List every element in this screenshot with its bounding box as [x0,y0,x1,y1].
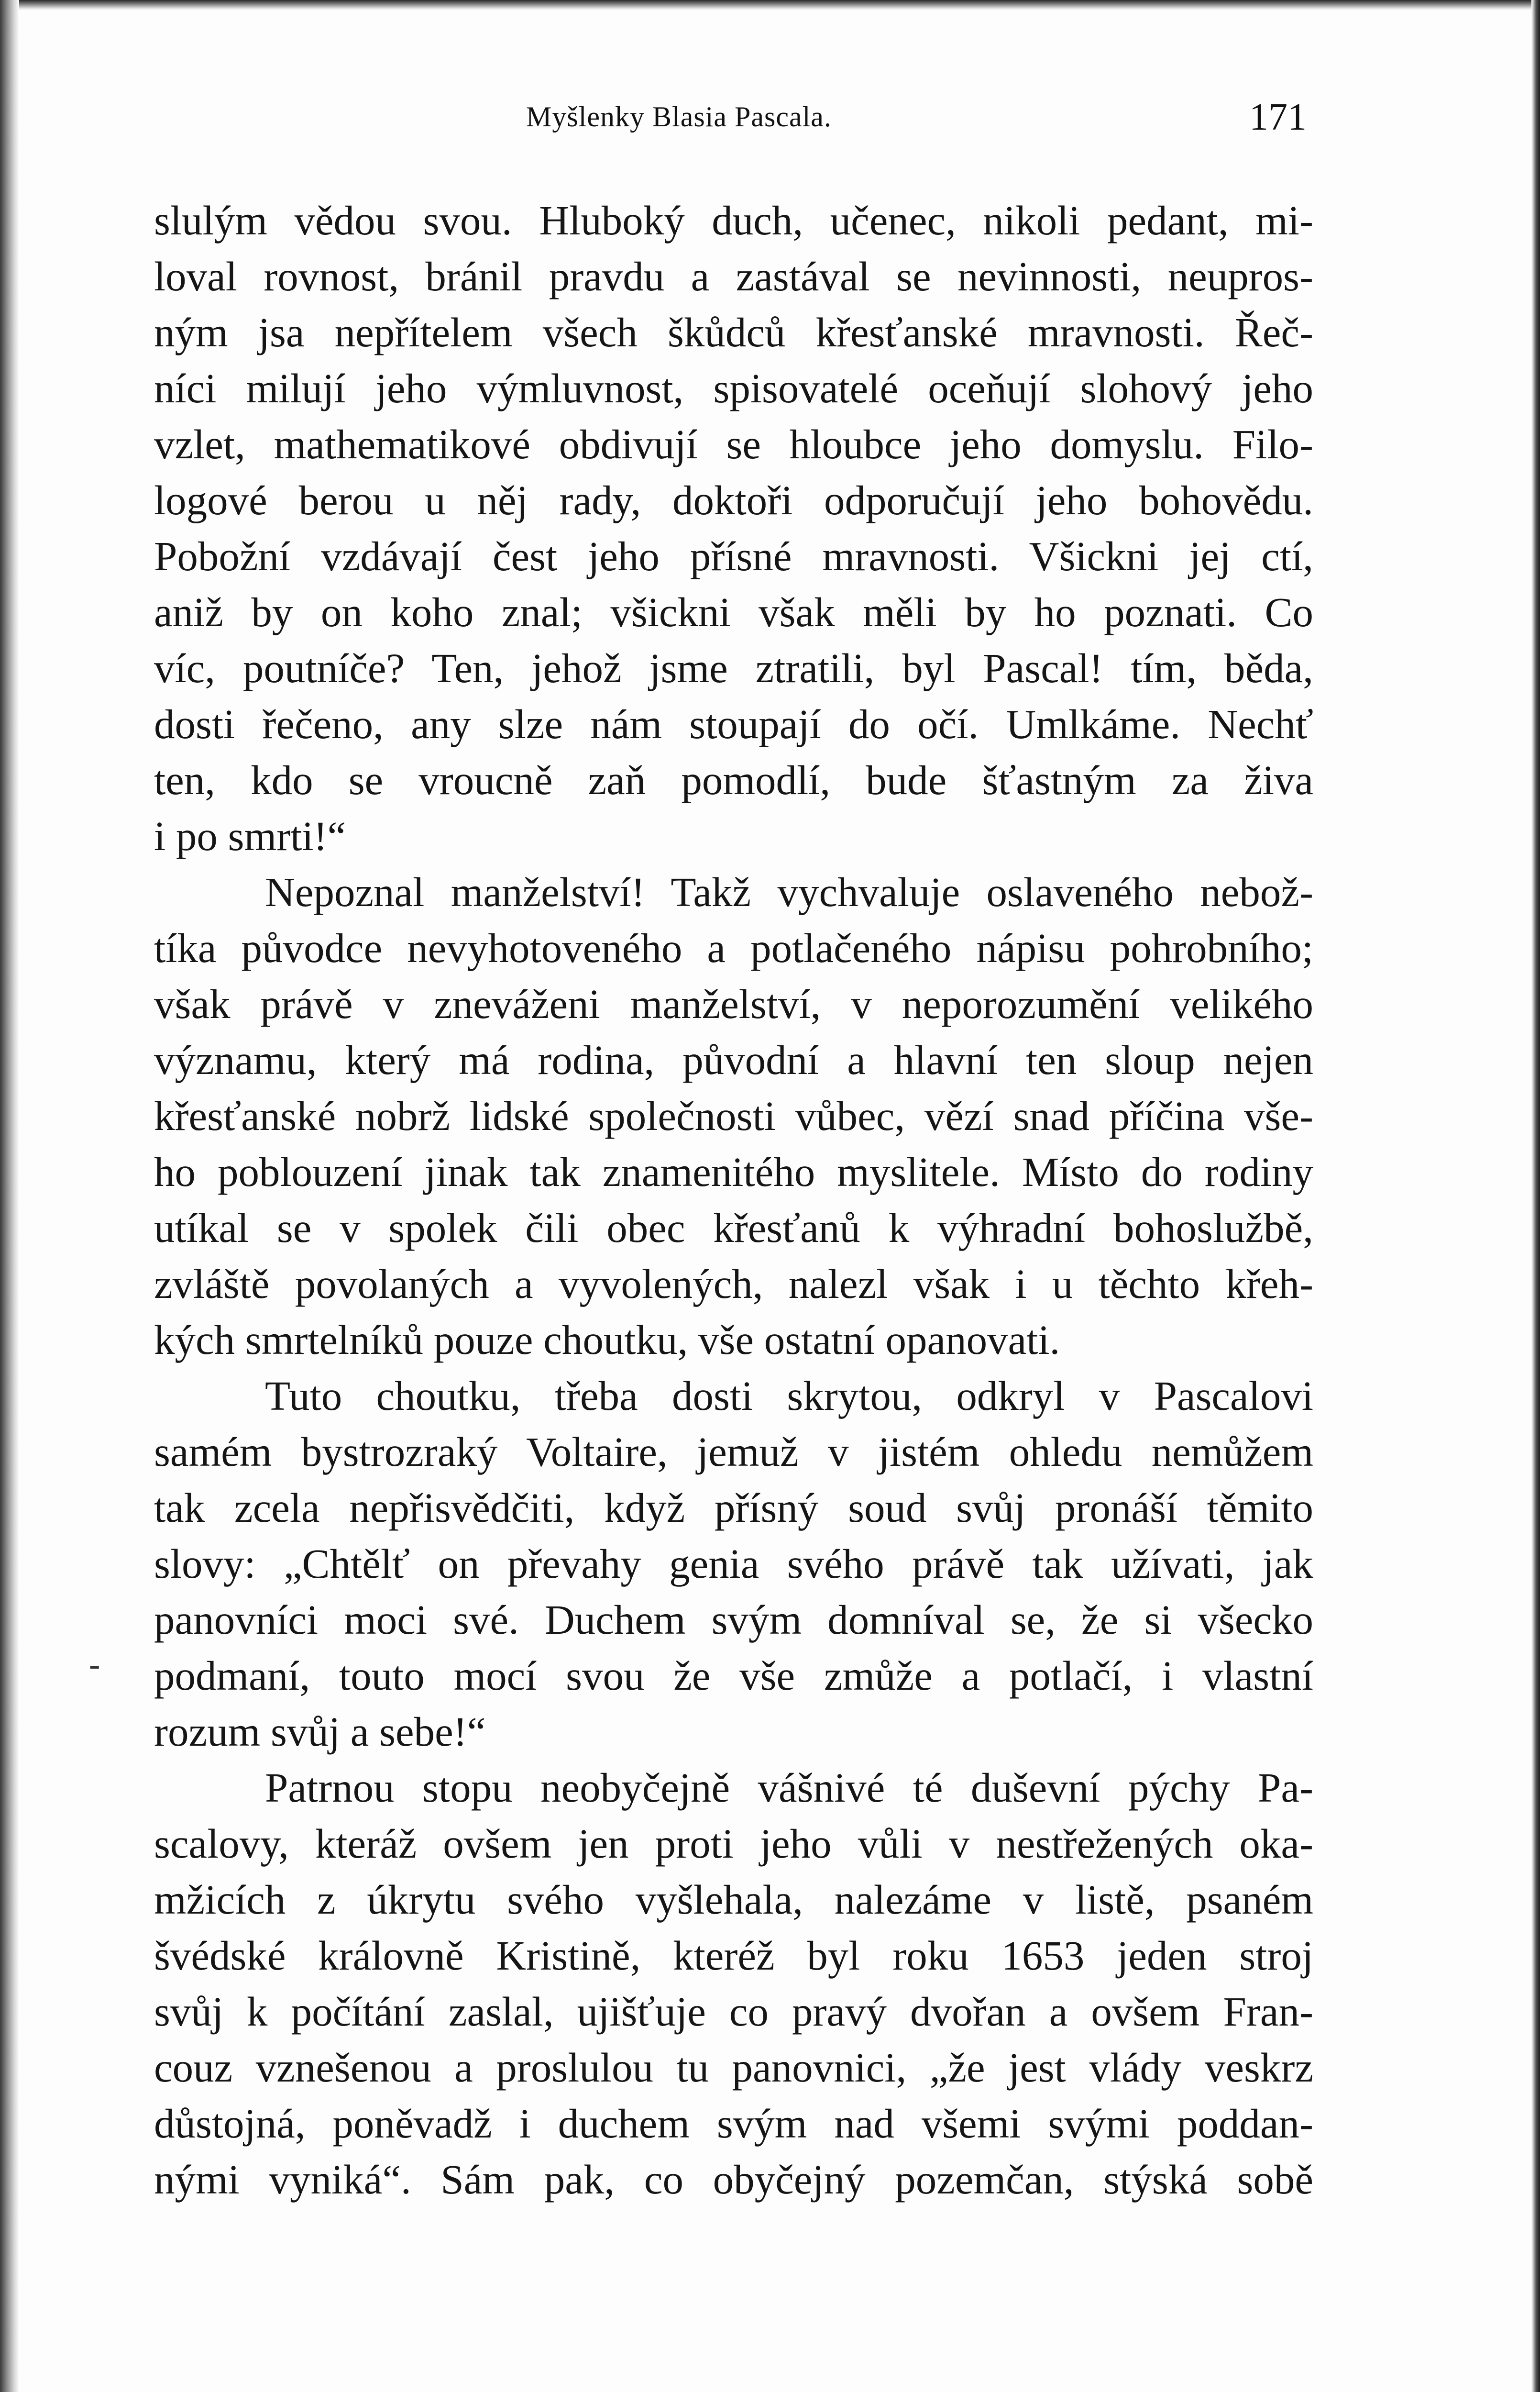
paragraph-start-line: Patrnou stopu neobyčejně vášnivé té duševní pýchy Pa- [265,1764,1313,1811]
paragraph-start-line: Nepoznal manželství! Takž vychvaluje oslaveného nebož- [265,869,1313,915]
text-line: slulým vědou svou. Hluboký duch, učenec, nikoli pedant, mi- [154,197,1313,244]
text-line: vzlet, mathematikové obdivují se hloubce jeho domyslu. Filo- [154,421,1313,467]
text-line: však právě v zneváženi manželství, v neporozumění velikého [154,981,1313,1027]
text-line: ho poblouzení jinak tak znamenitého myslitele. Místo do rodiny [154,1149,1313,1195]
text-line: švédské královně Kristině, kteréž byl roku 1653 jeden stroj [154,1932,1313,1979]
text-line: významu, který má rodina, původní a hlavní ten sloup nejen [154,1037,1313,1083]
text-line: rozum svůj a sebe!“ [154,1708,486,1755]
text-line: kých smrtelníků pouze choutku, vše ostatní opanovati. [154,1317,1060,1363]
text-line: utíkal se v spolek čili obec křesťanů k výhradní bohoslužbě, [154,1205,1313,1251]
text-line: aniž by on koho znal; všickni však měli by ho poznati. Co [154,589,1313,635]
text-line: mžicích z úkrytu svého vyšlehala, nalezáme v listě, psaném [154,1876,1313,1923]
text-line: svůj k počítání zaslal, ujišťuje co pravý dvořan a ovšem Fran- [154,1988,1313,2035]
text-line: panovníci moci své. Duchem svým domníval se, že si všecko [154,1596,1313,1643]
text-line: i po smrti!“ [154,813,346,859]
text-line: tíka původce nevyhotoveného a potlačeného nápisu pohrobního; [154,925,1313,971]
body-text [154,192,1313,2207]
text-line: slovy: „Chtělť on převahy genia svého právě tak užívati, jak [154,1540,1313,1587]
text-line: důstojná, poněvadž i duchem svým nad všemi svými poddan- [154,2100,1313,2147]
text-line: dosti řečeno, any slze nám stoupají do očí. Umlkáme. Nechť [154,701,1313,747]
text-line: Pobožní vzdávají čest jeho přísné mravnosti. Všickni jej ctí, [154,533,1313,579]
text-line: ným jsa nepřítelem všech škůdců křesťanské mravnosti. Řeč- [154,309,1313,355]
margin-dash: - [89,1646,100,1683]
text-line: loval rovnost, bránil pravdu a zastával se nevinnosti, neupros- [154,253,1313,299]
page-binding-shadow [0,0,19,2392]
running-title: Myšlenky Blasia Pascala. [526,101,832,133]
page-top-edge-shadow [0,0,1540,11]
text-line: tak zcela nepřisvědčiti, když přísný soud svůj pronáší těmito [154,1484,1313,1531]
text-line: couz vznešenou a proslulou tu panovnici, „že jest vlády veskrz [154,2044,1313,2091]
text-line: nými vyniká“. Sám pak, co obyčejný pozemčan, stýská sobě [154,2156,1313,2203]
text-line: níci milují jeho výmluvnost, spisovatelé oceňují slohový jeho [154,365,1313,411]
text-line: logové berou u něj rady, doktoři odporučují jeho bohovědu. [154,477,1313,523]
text-line: zvláště povolaných a vyvolených, nalezl však i u těchto křeh- [154,1261,1313,1307]
text-line: podmaní, touto mocí svou že vše zmůže a potlačí, i vlastní [154,1652,1313,1699]
text-line: samém bystrozraký Voltaire, jemuž v jistém ohledu nemůžem [154,1429,1313,1475]
text-line: ten, kdo se vroucně zaň pomodlí, bude šťastným za živa [154,757,1313,803]
page-number: 171 [1249,96,1307,138]
page-right-edge-shadow [1531,0,1540,2392]
text-line: křesťanské nobrž lidské společnosti vůbec, vězí snad příčina vše- [154,1093,1313,1139]
paragraph-start-line: Tuto choutku, třeba dosti skrytou, odkryl v Pascalovi [265,1373,1313,1419]
text-line: víc, poutníče? Ten, jehož jsme ztratili, byl Pascal! tím, běda, [154,645,1313,691]
text-line: scalovy, kteráž ovšem jen proti jeho vůli v nestřežených oka- [154,1820,1313,1867]
